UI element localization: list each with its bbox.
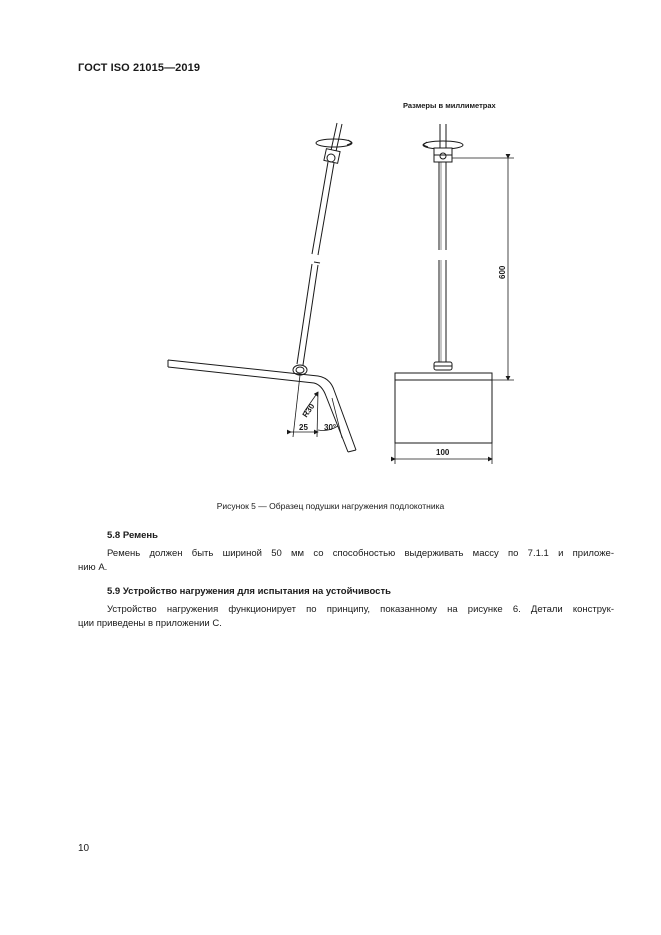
front-view-drawing [395, 124, 514, 464]
paragraph-line: ции приведены в приложении С. [78, 618, 222, 629]
dim-100: 100 [436, 448, 450, 457]
document-header: ГОСТ ISO 21015—2019 [78, 62, 201, 74]
section-title-5-9: 5.9 Устройство нагружения для испытания на устойчивость [107, 586, 391, 597]
page-number: 10 [78, 843, 90, 854]
rotation-arrow-left [316, 139, 352, 147]
dim-r30: R30 [300, 401, 317, 420]
dimensions-note: Размеры в миллиметрах [403, 101, 496, 110]
dim-25: 25 [299, 423, 308, 432]
dim-600: 600 [498, 265, 507, 279]
paragraph-line: Ремень должен быть шириной 50 мм со способностью выдерживать массу по 7.1.1 и приложе- [107, 548, 614, 559]
section-body-5-8 [78, 547, 614, 575]
paragraph-line: нию А. [78, 562, 108, 573]
side-view-drawing [168, 123, 356, 452]
section-title-5-8: 5.8 Ремень [107, 530, 158, 541]
dim-30-degrees: 30° [324, 423, 337, 432]
section-body-5-9 [78, 603, 614, 631]
paragraph-line: Устройство нагружения функционирует по принципу, показанному на рисунке 6. Детали конструк- [107, 604, 614, 615]
figure-caption: Рисунок 5 — Образец подушки нагружения подлокотника [216, 501, 445, 511]
